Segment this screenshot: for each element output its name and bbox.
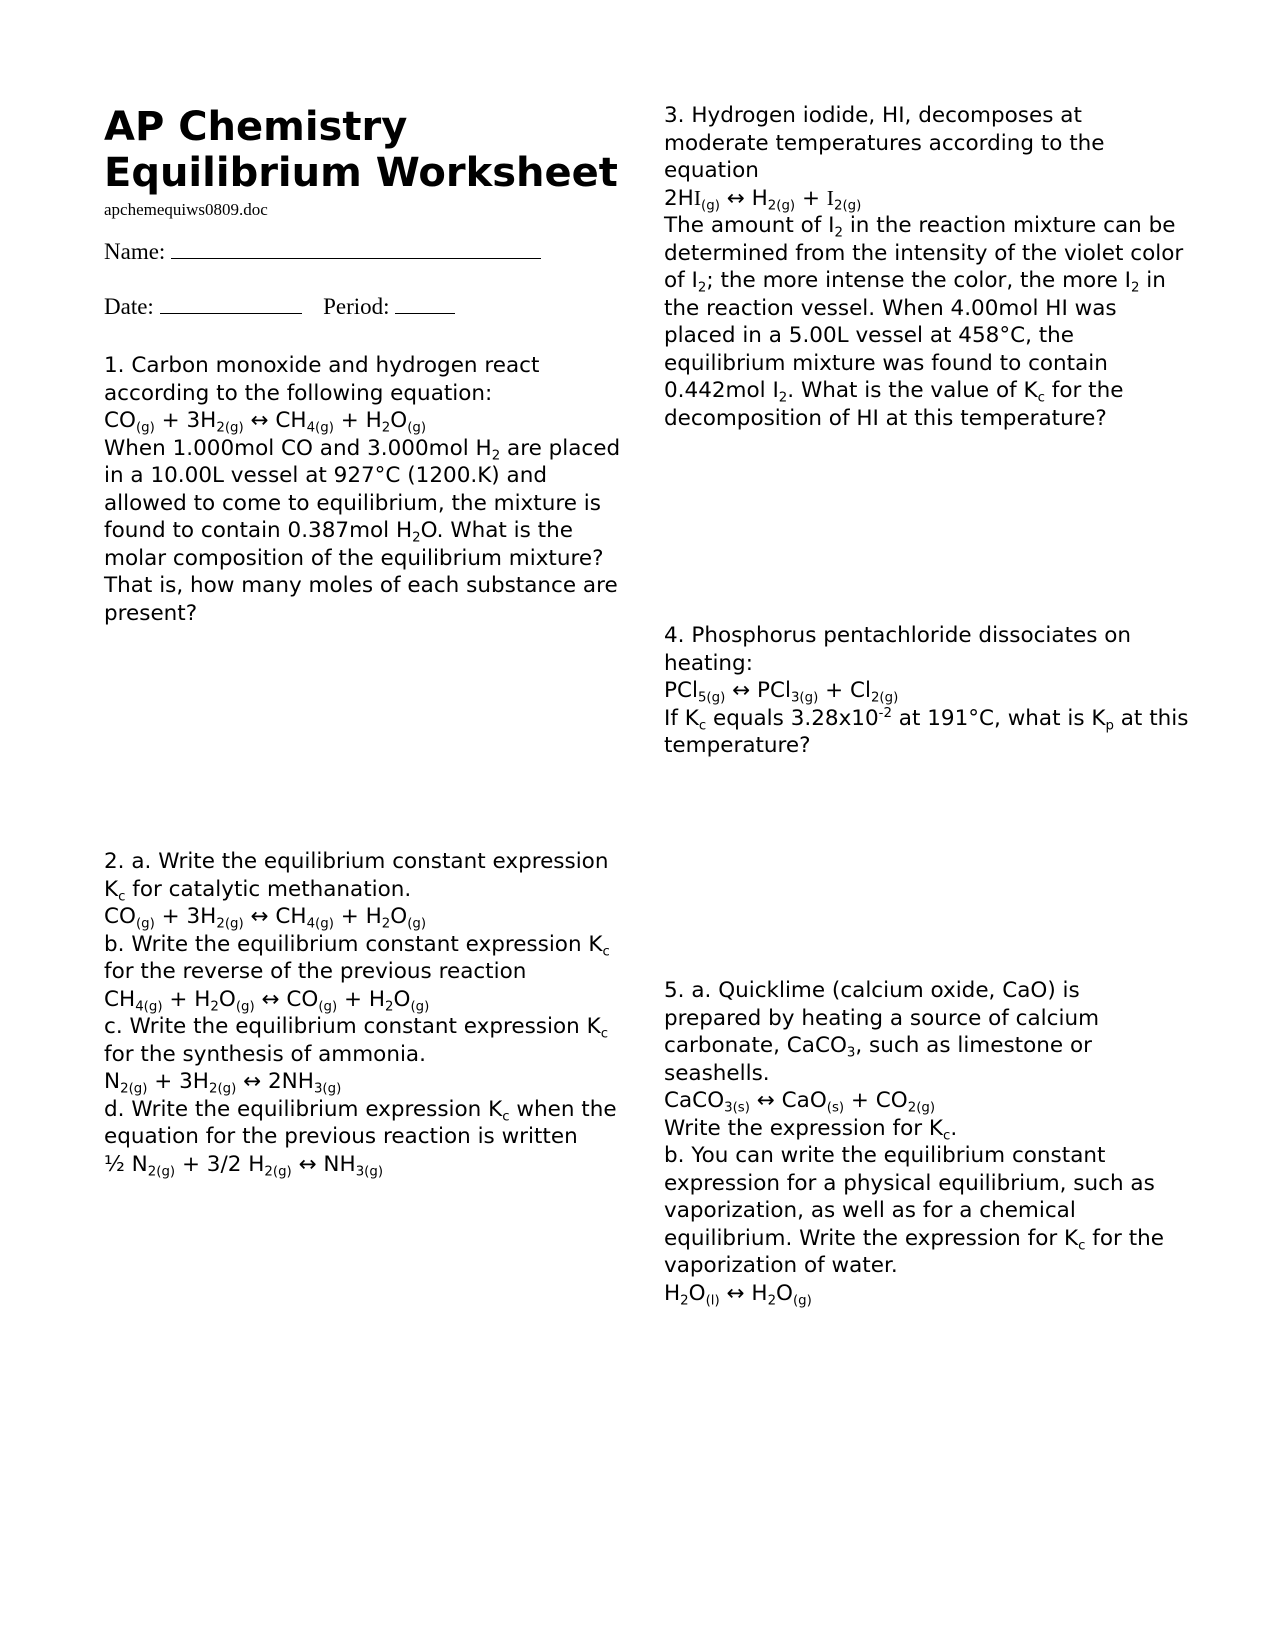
q3-line: the reaction vessel. When 4.00mol HI was [664, 295, 1117, 321]
q3-line: The amount of $I_2$ in the reaction mixture can be [664, 213, 1176, 241]
q4-line: If $K_c$ equals $3.28x10^{-2}$ at 191°C, what is $K_p$ at this [664, 705, 1189, 734]
name-label: Name: [104, 239, 166, 264]
question-3 [664, 102, 1183, 432]
q2-line: for the reverse of the previous reaction [104, 959, 527, 984]
question-5 [664, 977, 1164, 1307]
q3-line: of $I_2$; the more intense the color, the more $I_2$ in [664, 268, 1166, 296]
q2-equation-a: $CO_{(g)} + 3H_{2(g)}$ ↔ $CH_{4(g)} + H_2O_{(g)}$ [104, 904, 427, 932]
q3-equation: $2HI_{(g)}$ ↔ $H_{2(g)} + I_{2(g)}$ [664, 185, 862, 214]
q4-equation: PCl$_{5(g)}$ ↔ $PCl_{3(g)} + Cl_{2(g)}$ [664, 678, 899, 706]
q3-line: placed in a 5.00L vessel at 458°C, the [664, 323, 1075, 348]
q2-line: 2. a. Write the equilibrium constant expression [104, 849, 609, 874]
question-4 [664, 622, 1188, 760]
q5-line: prepared by heating a source of calcium [664, 1005, 1100, 1031]
filename: apchemequiws0809.doc [104, 200, 268, 219]
q1-line: found to contain 0.387mol $H_2O$. What is the [104, 518, 573, 546]
q5-line: vaporization of water. [664, 1253, 898, 1278]
q1-equation: $CO_{(g)} + 3H_{2(g)}$ ↔ $CH_{4(g)} + H_2O_{(g)}$ [104, 408, 427, 436]
question-1 [104, 352, 620, 627]
name-blank[interactable] [171, 238, 541, 259]
q2-equation-b: $CH_{4(g)} + H_2O_{(g)}$ ↔ $CO_{(g)} + H_2O_{(g)}$ [104, 986, 430, 1015]
q1-line: according to the following equation: [104, 380, 493, 406]
q2-line: for the synthesis of ammonia. [104, 1041, 426, 1067]
period-blank[interactable] [395, 293, 455, 314]
q5-equation-a: CaCO$_{3(s)}$ ↔ $CaO_{(s)} + CO_{2(g)}$ [664, 1088, 936, 1116]
question-2 [104, 848, 617, 1178]
q5-equation-b: $H_2O_{(l)}$ ↔ $H_2O_{(g)}$ [664, 1280, 812, 1309]
q2-equation-d: ½ $N_{2(g)} + 3/2$ $H_{2(g)}$ ↔ $NH_{3(g)}$ [104, 1151, 384, 1180]
q1-line: allowed to come to equilibrium, the mixture is [104, 490, 601, 516]
date-blank[interactable] [160, 293, 302, 314]
title-line-2: Equilibrium Worksheet [104, 150, 618, 196]
q5-line: vaporization, as well as for a chemical [664, 1198, 1076, 1223]
q3-line: moderate temperatures according to the [664, 130, 1105, 156]
q5-line: seashells. [664, 1060, 770, 1086]
q2-line: $K_c$ for catalytic methanation. [104, 876, 412, 905]
q5-line: equilibrium. Write the expression for $K_c$ for the [664, 1225, 1164, 1254]
q3-line: equation [664, 158, 759, 183]
q3-line: determined from the intensity of the violet color [664, 240, 1184, 266]
q1-line: When 1.000mol CO and 3.000mol $H_2$ are placed [104, 435, 621, 464]
q5-line: expression for a physical equilibrium, such as [664, 1170, 1155, 1196]
q4-line: temperature? [664, 733, 811, 758]
q5-line: 5. a. Quicklime (calcium oxide, CaO) is [664, 978, 1080, 1003]
q1-line: That is, how many moles of each substance are [104, 573, 618, 598]
q3-line: 0.442mol $I_2$. What is the value of $K_c$ for the [664, 378, 1124, 406]
period-label: Period: [323, 294, 390, 319]
q1-line: 1. Carbon monoxide and hydrogen react [104, 353, 540, 378]
q3-line: decomposition of HI at this temperature? [664, 405, 1107, 431]
q5-line: Write the expression for $K_c$. [664, 1115, 958, 1144]
date-period-field [104, 293, 455, 320]
q5-line: b. You can write the equilibrium constant [664, 1143, 1106, 1168]
q2-line: b. Write the equilibrium constant expression $K_c$ [104, 931, 610, 960]
q2-equation-c: $N_{2(g)} + 3H_{2(g)}$ ↔ $2NH_{3(g)}$ [104, 1069, 342, 1097]
q4-line: 4. Phosphorus pentachloride dissociates on [664, 623, 1132, 648]
q1-line: in a 10.00L vessel at 927°C (1200.K) and [104, 463, 547, 488]
q2-line: d. Write the equilibrium expression $K_c$ when the [104, 1096, 617, 1125]
date-label: Date: [104, 294, 154, 319]
q1-line: present? [104, 600, 198, 626]
q4-line: heating: [664, 650, 753, 676]
q1-line: molar composition of the equilibrium mixture? [104, 545, 604, 571]
q5-line: carbonate, CaCO$_3$, such as limestone or [664, 1033, 1092, 1061]
q3-line: 3. Hydrogen iodide, HI, decomposes at [664, 103, 1082, 128]
title-line-1: AP Chemistry [104, 104, 408, 150]
page-title [104, 104, 618, 196]
q2-line: c. Write the equilibrium constant expression $K_c$ [104, 1014, 609, 1042]
name-field [104, 238, 541, 265]
q2-line: equation for the previous reaction is written [104, 1124, 578, 1149]
q3-line: equilibrium mixture was found to contain [664, 350, 1108, 376]
